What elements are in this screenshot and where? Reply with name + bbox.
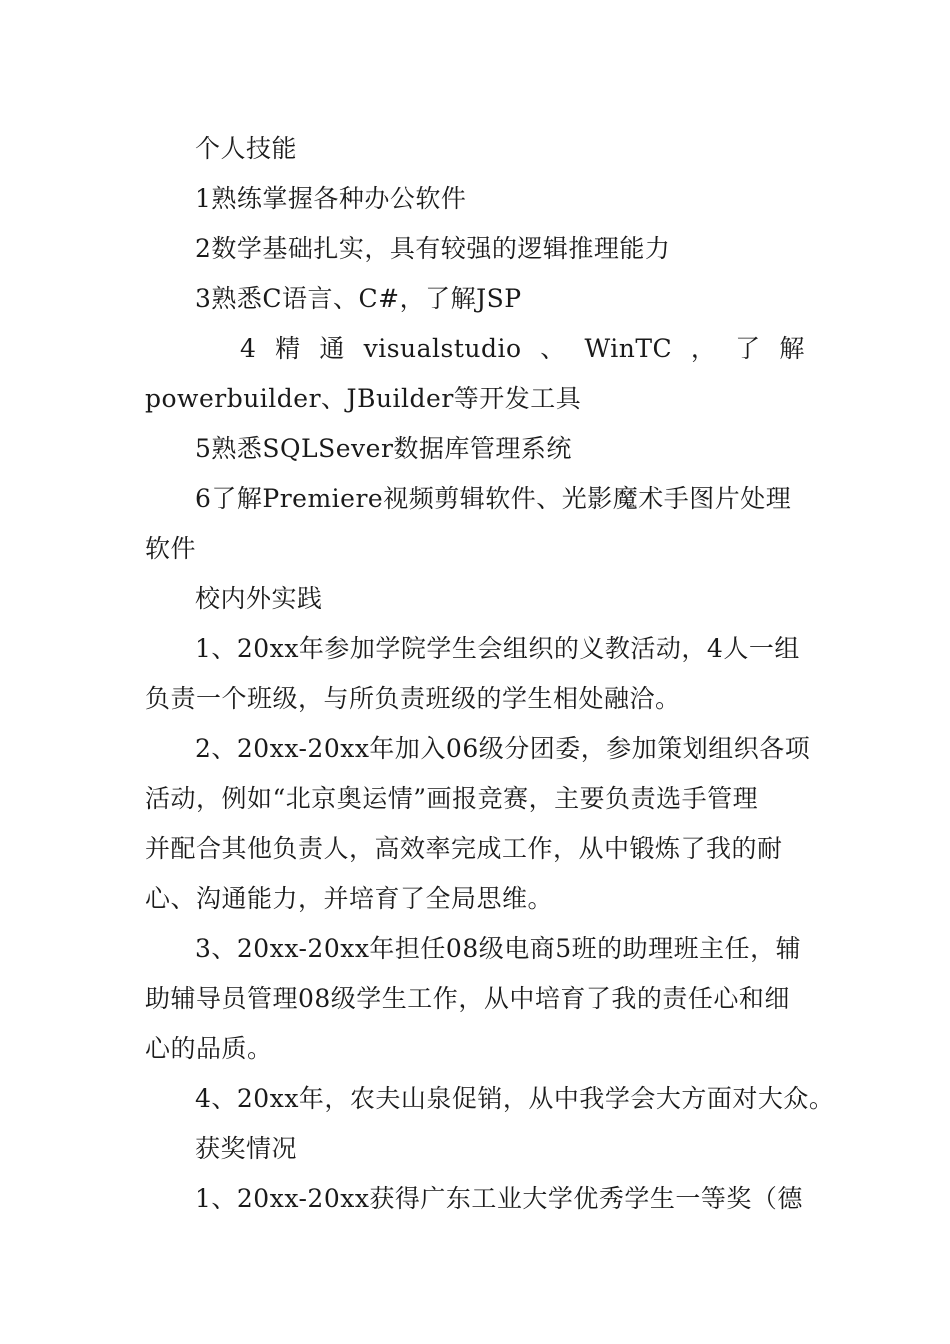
skill-item-6-line-2: 软件 (145, 534, 197, 563)
practice-item-1-line-2: 负责一个班级，与所负责班级的学生相处融洽。 (145, 684, 681, 713)
skill-item-4-word: 精 (275, 334, 301, 363)
skill-item-4-word: WinTC (584, 334, 673, 363)
skill-item-6-line-1: 6了解Premiere视频剪辑软件、光影魔术手图片处理 (195, 484, 792, 513)
skill-item-4-word: 解 (779, 334, 805, 363)
practice-item-2-line-3: 并配合其他负责人，高效率完成工作，从中锻炼了我的耐 (145, 834, 783, 863)
practice-item-3-line-2: 助辅导员管理08级学生工作，从中培育了我的责任心和细 (145, 984, 790, 1013)
practice-item-1-line-1: 1、20xx年参加学院学生会组织的义教活动，4人一组 (195, 634, 800, 663)
skill-item-2: 2数学基础扎实，具有较强的逻辑推理能力 (195, 234, 671, 263)
section-heading-awards: 获奖情况 (195, 1134, 298, 1163)
skill-item-4-line-2: powerbuilder、JBuilder等开发工具 (145, 384, 582, 413)
skill-item-5: 5熟悉SQLSever数据库管理系统 (195, 434, 572, 463)
skill-item-4-word: 了 (735, 334, 761, 363)
practice-item-2-line-4: 心、沟通能力，并培育了全局思维。 (145, 884, 554, 913)
section-heading-practice: 校内外实践 (195, 584, 323, 613)
skill-item-4-word: visualstudio (363, 334, 522, 363)
practice-item-3-line-3: 心的品质。 (145, 1034, 273, 1063)
practice-item-4-line-1: 4、20xx年，农夫山泉促销，从中我学会大方面对大众。 (195, 1084, 835, 1113)
practice-item-2-line-2: 活动，例如“北京奥运情”画报竞赛，主要负责选手管理 (145, 784, 759, 813)
skill-item-4-word: 、 (540, 334, 566, 363)
practice-item-2-line-1: 2、20xx-20xx年加入06级分团委，参加策划组织各项 (195, 734, 811, 763)
skill-item-4-word: 4 (240, 334, 257, 363)
section-heading-skills: 个人技能 (195, 134, 298, 163)
skill-item-3: 3熟悉C语言、C#，了解JSP (195, 284, 522, 313)
skill-item-4-word: 通 (319, 334, 345, 363)
award-item-1-line-1: 1、20xx-20xx获得广东工业大学优秀学生一等奖（德 (195, 1184, 803, 1213)
skill-item-4-line-1 (240, 334, 805, 364)
skill-item-1: 1熟练掌握各种办公软件 (195, 184, 467, 213)
practice-item-3-line-1: 3、20xx-20xx年担任08级电商5班的助理班主任，辅 (195, 934, 802, 963)
skill-item-4-word: ， (690, 334, 717, 363)
